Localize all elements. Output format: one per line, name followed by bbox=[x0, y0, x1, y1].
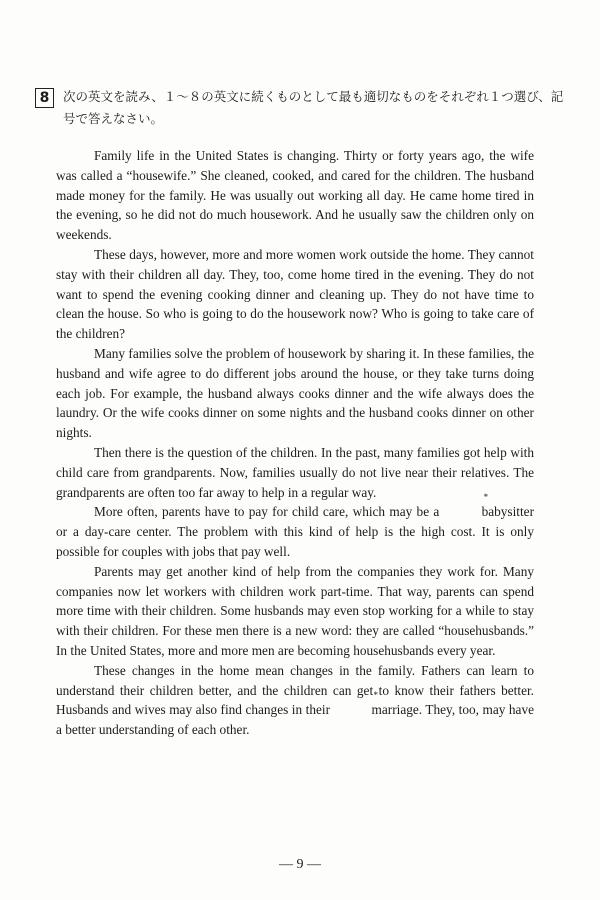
paragraph-text: More often, parents have to pay for child care, which may be a bbox=[94, 504, 444, 520]
question-header bbox=[35, 86, 575, 130]
passage-paragraph-6: Parents may get another kind of help from the companies they work for. Many companies now let workers with children work part-time. That way, parents can spend more time with their children. Some husbands may even stop working for a while to stay with their children. For these men there is a new word: they are called “househusbands.” In the United States, more and more men are becoming househusbands every year. bbox=[56, 563, 534, 658]
paragraph-text: These changes in the home mean changes in the family. Fathers can learn to understand their children better, and the children can get to know their fathers better. Husbands and wives may also find changes in their bbox=[56, 662, 534, 718]
passage-paragraph-2: These days, however, more and more women work outside the home. They cannot stay with their children all day. They, too, come home tired in the evening. They do not want to spend the evening cooking dinner and cleaning up. They do not have time to clean the house. So who is going to do the housework now? Who is going to take care of the children? bbox=[56, 246, 534, 342]
question-instruction: 次の英文を読み、１～８の英文に続くものとして最も適切なものをそれぞれ１つ選び、記号で答えなさい。 bbox=[63, 89, 564, 126]
passage-paragraph-4: Then there is the question of the children. In the past, many families got help with child care from grandparents. Now, families usually do not live near their relatives. The grandparents are often too far away to help in a regular way. bbox=[56, 444, 534, 500]
reading-passage bbox=[56, 146, 534, 740]
passage-paragraph-5 bbox=[56, 502, 534, 561]
passage-paragraph-1: Family life in the United States is changing. Thirty or forty years ago, the wife was called a “housewife.” She cleaned, cooked, and cared for the children. The husband made money for the family. He was usually out working all day. He came home tired in the evening, so he did not do much housework. And he usually saw the children only on weekends. bbox=[56, 148, 534, 243]
annotated-word-marriage: * marriage bbox=[334, 700, 419, 720]
annotated-word-babysitter: * babysitter bbox=[444, 502, 534, 522]
question-number-box: 8 bbox=[35, 88, 54, 108]
passage-paragraph-7 bbox=[56, 661, 534, 740]
paragraph-text: or a day-care center. The problem with this kind of help is the high cost. It is only possible for couples with jobs that pay well. bbox=[56, 524, 534, 559]
page-number: — 9 — bbox=[279, 857, 321, 872]
passage-paragraph-3: Many families solve the problem of housework by sharing it. In these families, the husband and wife agree to do different jobs around the house, or they take turns doing each job. For example, the husband always cooks dinner and the wife always does the laundry. Or the wife cooks dinner on some nights and the husband cooks dinner on other nights. bbox=[56, 345, 534, 441]
paragraph-text: . They, too, may have a better understanding of each other. bbox=[56, 702, 534, 738]
